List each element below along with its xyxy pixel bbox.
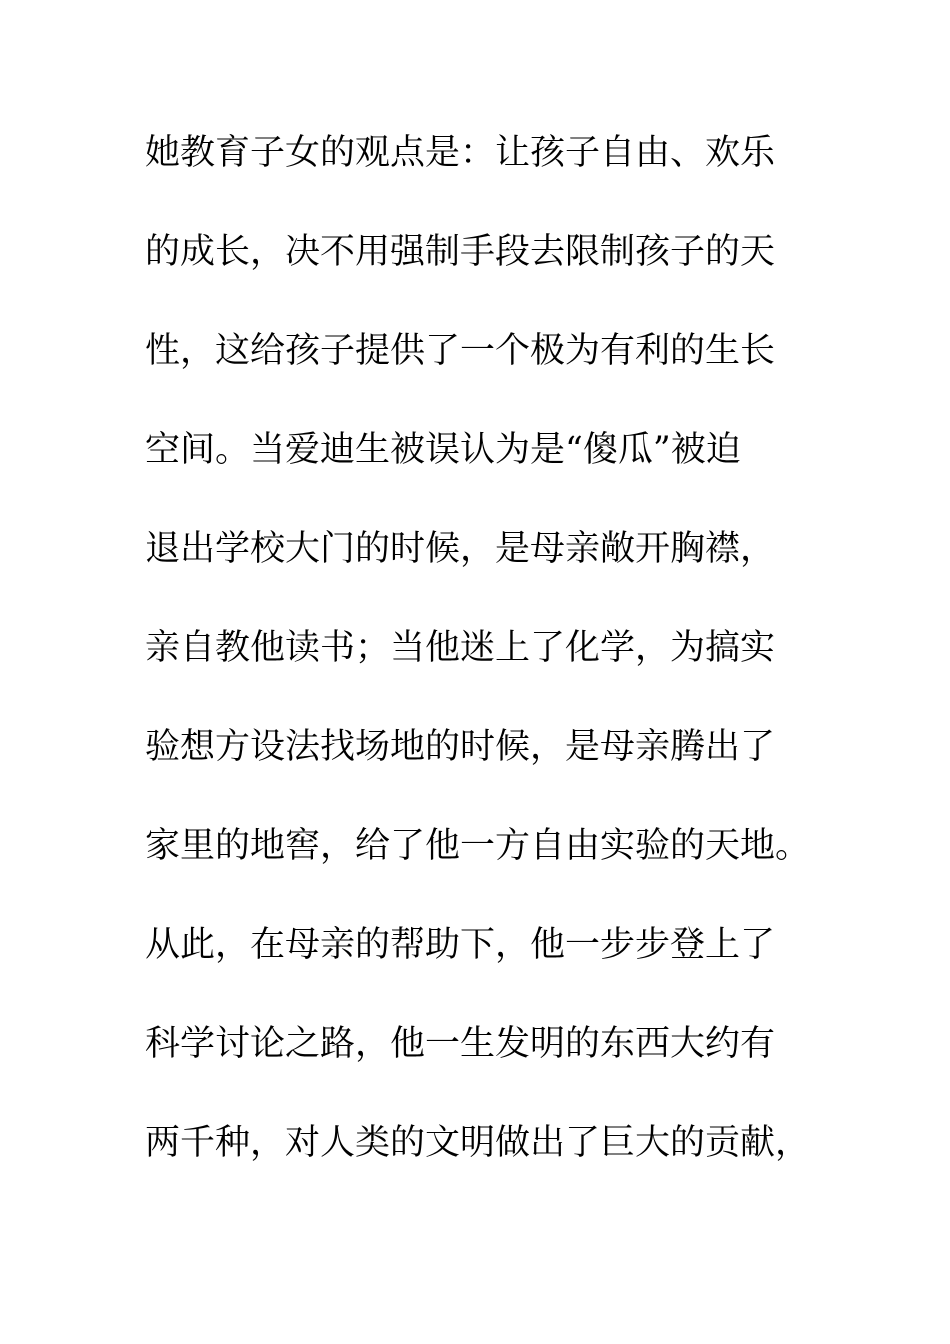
text-line: 性，这给孩子提供了一个极为有利的生长 xyxy=(145,331,776,371)
text-line: 从此，在母亲的帮助下，他一步步登上了 xyxy=(145,925,776,965)
text-line: 家里的地窖，给了他一方自由实验的天地。 xyxy=(145,826,811,866)
text-line: 她教育子女的观点是：让孩子自由、欢乐 xyxy=(145,133,776,173)
text-line: 退出学校大门的时候，是母亲敞开胸襟， xyxy=(145,529,776,569)
text-line: 两千种，对人类的文明做出了巨大的贡献， xyxy=(145,1123,811,1163)
text-line: 验想方设法找场地的时候，是母亲腾出了 xyxy=(145,727,776,767)
body-text xyxy=(145,121,825,1210)
text-line: 空间。当爱迪生被误认为是“傻瓜”被迫 xyxy=(145,430,741,470)
text-line: 亲自教他读书；当他迷上了化学，为搞实 xyxy=(145,628,776,668)
text-line: 的成长，决不用强制手段去限制孩子的天 xyxy=(145,232,776,272)
text-line: 科学讨论之路，他一生发明的东西大约有 xyxy=(145,1024,776,1064)
